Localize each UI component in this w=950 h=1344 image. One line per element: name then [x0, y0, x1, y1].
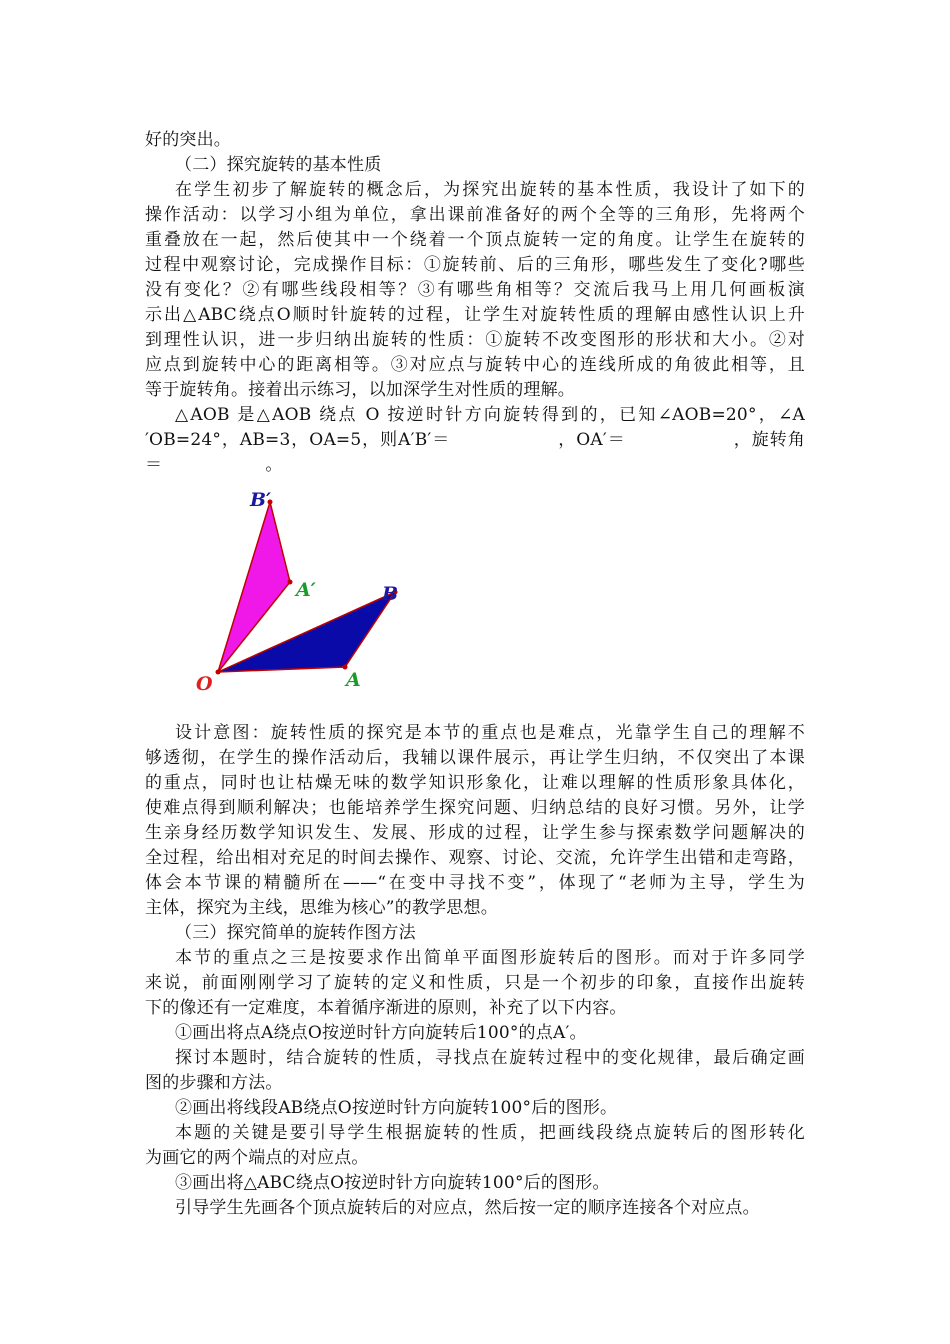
point-a-prime: [288, 580, 293, 585]
paragraph-line: 主体，探究为主线，思维为核心”的教学思想。: [145, 898, 498, 918]
paragraph-line: 的重点，同时也让枯燥无味的数学知识形象化，让难以理解的性质形象具体化，: [145, 773, 805, 793]
rotation-figure: [190, 480, 420, 700]
paragraph-line: 本题的关键是要引导学生根据旋转的性质，把画线段绕点旋转后的图形转化: [175, 1123, 805, 1143]
paragraph-line: 来说，前面刚刚学习了旋转的定义和性质，只是一个初步的印象，直接作出旋转: [145, 973, 805, 993]
paragraph-line: 本节的重点之三是按要求作出简单平面图形旋转后的图形。而对于许多同学: [175, 948, 805, 968]
paragraph-line: 示出△ABC绕点O顺时针旋转的过程，让学生对旋转性质的理解由感性认识上升: [145, 305, 805, 325]
paragraph-line: 好的突出。: [145, 130, 231, 150]
label-a-prime: A′: [296, 579, 316, 601]
paragraph-line: 探讨本题时，结合旋转的性质，寻找点在旋转过程中的变化规律，最后确定画: [175, 1048, 805, 1068]
paragraph-line: 使难点得到顺利解决；也能培养学生探究问题、归纳总结的良好习惯。另外，让学: [145, 798, 805, 818]
paragraph-line: 体会本节课的精髓所在——“在变中寻找不变”，体现了“老师为主导，学生为: [145, 873, 805, 893]
paragraph-line: 生亲身经历数学知识发生、发展、形成的过程，让学生参与探索数学问题解决的: [145, 823, 805, 843]
paragraph-line: 全过程，给出相对充足的时间去操作、观察、讨论、交流，允许学生出错和走弯路，: [145, 848, 805, 868]
point-o: [216, 670, 221, 675]
section-heading: （二）探究旋转的基本性质: [175, 155, 382, 175]
exercise-line: ′OB=24°，AB=3，OA=5，则A′B′＝ ，OA′＝ ，旋转角: [145, 430, 805, 450]
exercise-item: ③画出将△ABC绕点O按逆时针方向旋转100°后的图形。: [175, 1173, 610, 1193]
paragraph-line: 下的像还有一定难度，本着循序渐进的原则，补充了以下内容。: [145, 998, 627, 1018]
label-a: A: [346, 669, 361, 691]
paragraph-line: 够透彻，在学生的操作活动后，我辅以课件展示，再让学生归纳，不仅突出了本课: [145, 748, 805, 768]
paragraph-line: 图的步骤和方法。: [145, 1073, 283, 1093]
paragraph-line: 过程中观察讨论，完成操作目标：①旋转前、后的三角形，哪些发生了变化?哪些: [145, 255, 805, 275]
paragraph-line: 重叠放在一起，然后使其中一个绕着一个顶点旋转一定的角度。让学生在旋转的: [145, 230, 805, 250]
exercise-item: ②画出将线段AB绕点O按逆时针方向旋转100°后的图形。: [175, 1098, 618, 1118]
paragraph-line: 操作活动：以学习小组为单位，拿出课前准备好的两个全等的三角形，先将两个: [145, 205, 805, 225]
paragraph-line: 引导学生先画各个顶点旋转后的对应点，然后按一定的顺序连接各个对应点。: [175, 1198, 760, 1218]
exercise-item: ①画出将点A绕点O按逆时针方向旋转后100°的点A′。: [175, 1023, 587, 1043]
section-heading: （三）探究简单的旋转作图方法: [175, 923, 416, 943]
label-b: B: [382, 583, 399, 605]
paragraph-line: 在学生初步了解旋转的概念后，为探究出旋转的基本性质，我设计了如下的: [175, 180, 805, 200]
exercise-line: ＝ 。: [145, 455, 283, 475]
paragraph-line: 等于旋转角。接着出示练习，以加深学生对性质的理解。: [145, 380, 575, 400]
exercise-line: △AOB 是△AOB 绕点 O 按逆时针方向旋转得到的，已知∠AOB=20°，∠A: [175, 405, 805, 425]
paragraph-line: 没有变化？②有哪些线段相等？③有哪些角相等？交流后我马上用几何画板演: [145, 280, 805, 300]
paragraph-line: 设计意图：旋转性质的探究是本节的重点也是难点，光靠学生自己的理解不: [175, 723, 805, 743]
label-b-prime: B′: [250, 489, 272, 511]
label-o: O: [196, 673, 213, 695]
paragraph-line: 为画它的两个端点的对应点。: [145, 1148, 369, 1168]
paragraph-line: 到理性认识，进一步归纳出旋转的性质：①旋转不改变图形的形状和大小。②对: [145, 330, 805, 350]
paragraph-line: 应点到旋转中心的距离相等。③对应点与旋转中心的连线所成的角彼此相等，且: [145, 355, 805, 375]
